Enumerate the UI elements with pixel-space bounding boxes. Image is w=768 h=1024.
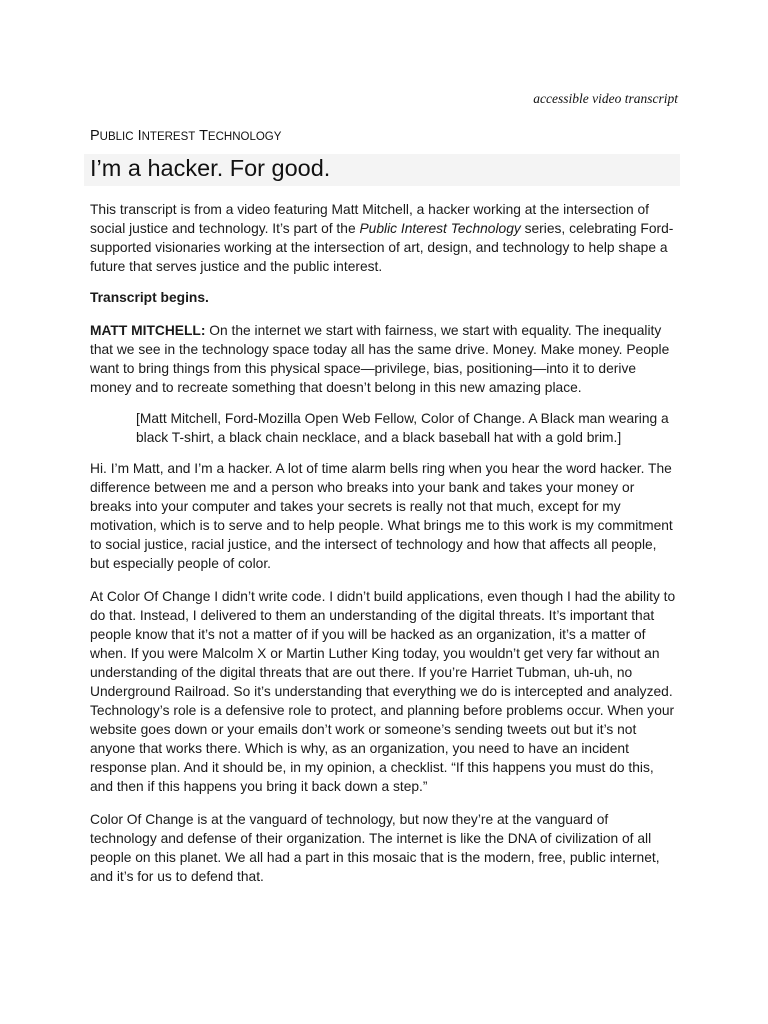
section-label-echnology: ECHNOLOGY (207, 131, 282, 143)
section-label-t: T (199, 128, 208, 144)
paragraph-line: want to bring things from this physical space—privilege, bias, positioning—into it to derive (90, 361, 637, 376)
paragraph-line: but especially people of color. (90, 556, 272, 571)
intro-paragraph (90, 200, 686, 276)
intro-line: future that serves justice and the public interest. (90, 259, 383, 274)
intro-line: supported visionaries working at the intersection of art, design, and technology to help shape a (90, 240, 668, 255)
paragraph-line: anyone that works there. Which is why, as an organization, you need to have an incident (90, 741, 629, 756)
description-line: black T-shirt, a black chain necklace, and a black baseball hat with a gold brim.] (136, 430, 622, 445)
paragraph-line: motivation, which is to serve and to help people. What brings me to this work is my commitment (90, 518, 673, 533)
paragraph-line: breaks into your computer and takes your secrets is really not that much, except for my (90, 499, 621, 514)
section-label-p: P (90, 128, 100, 144)
paragraph-line: people know that it’s not a matter of if you will be hacked as an organization, it’s a matter of (90, 627, 646, 642)
header-note: accessible video transcript (533, 91, 678, 106)
series-name: Public Interest Technology (359, 221, 521, 236)
transcript-paragraph-1 (90, 321, 686, 397)
paragraph-line: At Color Of Change I didn’t write code. I didn’t build applications, even though I had the ability to (90, 589, 676, 604)
paragraph-line: and then if this happens you bring it back down a step.” (90, 779, 428, 794)
paragraph-line: website goes down or your emails don’t work or someone’s sending tweets out but it’s not (90, 722, 637, 737)
paragraph-line: when. If you were Malcolm X or Martin Luther King today, you wouldn’t get very far without an (90, 646, 660, 661)
transcript-body (90, 200, 686, 900)
transcript-begins: Transcript begins. (90, 290, 209, 305)
title-bar (84, 154, 680, 186)
intro-text: social justice and technology. It’s part of the (90, 221, 360, 236)
transcript-paragraph-3 (90, 587, 686, 796)
paragraph-text: On the internet we start with fairness, we start with equality. The inequality (205, 323, 662, 338)
speaker-name: MATT MITCHELL: (90, 323, 206, 338)
paragraph-line: Hi. I’m Matt, and I’m a hacker. A lot of time alarm bells ring when you hear the word hacker. The (90, 461, 672, 476)
paragraph-line: people on this planet. We all had a part in this mosaic that is the modern, free, public internet, (90, 850, 660, 865)
paragraph-line: response plan. And it should be, in my opinion, a checklist. “If this happens you must do this, (90, 760, 654, 775)
page-title: I’m a hacker. For good. (90, 155, 331, 181)
transcript-paragraph-2 (90, 459, 686, 573)
paragraph-line: and it’s for us to defend that. (90, 869, 264, 884)
paragraph-line (90, 321, 686, 340)
paragraph-line: Color Of Change is at the vanguard of technology, but now they’re at the vanguard of (90, 812, 609, 827)
section-label (90, 128, 281, 144)
paragraph-line: that we see in the technology space today all has the same drive. Money. Make money. People (90, 342, 670, 357)
visual-description (136, 409, 686, 447)
transcript-paragraph-4 (90, 810, 686, 886)
paragraph-line: do that. Instead, I delivered to them an understanding of the digital threats. It’s important that (90, 608, 655, 623)
paragraph-line: difference between me and a person who breaks into your bank and takes your money or (90, 480, 635, 495)
intro-text: series, celebrating Ford- (520, 221, 674, 236)
paragraph-line: to social justice, racial justice, and the intersect of technology and how that affects all people, (90, 537, 657, 552)
paragraph-line: Underground Railroad. So it’s understanding that everything we do is intercepted and analyzed. (90, 684, 673, 699)
section-label-ublic: UBLIC (99, 131, 134, 143)
paragraph-line: Technology’s role is a defensive role to protect, and planning before problems occur. When your (90, 703, 675, 718)
intro-line (90, 219, 686, 238)
section-label-i: I (137, 128, 142, 144)
paragraph-line: understanding of the digital threats that are out there. If you’re Harriet Tubman, uh-uh, no (90, 665, 633, 680)
paragraph-line: technology and defense of their organization. The internet is like the DNA of civilization of all (90, 831, 652, 846)
description-line: [Matt Mitchell, Ford-Mozilla Open Web Fellow, Color of Change. A Black man wearing a (136, 411, 669, 426)
paragraph-line: money and to recreate something that doesn’t belong in this new amazing place. (90, 380, 582, 395)
section-label-nterest: NTEREST (141, 131, 196, 143)
intro-line: This transcript is from a video featuring Matt Mitchell, a hacker working at the intersection of (90, 202, 650, 217)
